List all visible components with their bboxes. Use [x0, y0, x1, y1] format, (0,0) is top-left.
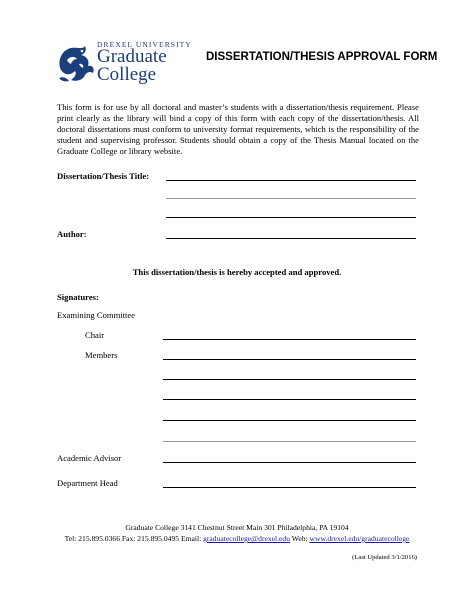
author-label: Author: [57, 229, 87, 239]
footer-contact-prefix: Tel: 215.895.0366 Fax: 215.895.0495 Email: [64, 534, 204, 543]
department-head-label: Department Head [57, 478, 118, 488]
member-signature-line-5[interactable] [163, 441, 416, 442]
college-name [97, 48, 167, 84]
title-line-3[interactable] [166, 217, 416, 218]
chair-label: Chair [85, 330, 105, 340]
intro-paragraph: This form is for use by all doctoral and master’s students with a dissertation/thesis requirement. Please print clearly as the library will bind a copy of this form with each copy of the dissertation/thesis. All doctoral dissertations must conform to university format requirements, which is the responsibility of the student and supervising professor. Students should obtain a copy of the Thesis Manual located on the Graduate College or library website. [57, 102, 419, 157]
approval-statement: This dissertation/thesis is hereby accepted and approved. [132, 267, 342, 277]
drexel-dragon-icon [55, 40, 97, 84]
website-link[interactable]: www.drexel.edu/graduatecollege [309, 534, 410, 543]
footer-address: Graduate College 3141 Chestnut Street Main 301 Philadelphia, PA 19104 [125, 523, 349, 532]
chair-signature-line[interactable] [163, 339, 416, 340]
title-line-1[interactable] [166, 180, 416, 181]
member-signature-line-4[interactable] [163, 420, 416, 421]
college-name-line1: Graduate [97, 46, 167, 67]
examining-committee-label: Examining Committee [57, 310, 136, 320]
title-label: Dissertation/Thesis Title: [57, 171, 150, 181]
member-signature-line-2[interactable] [163, 379, 416, 380]
members-label: Members [85, 350, 118, 360]
signatures-heading: Signatures: [57, 292, 99, 302]
email-link[interactable]: graduatecollege@drexel.edu [203, 534, 290, 543]
academic-advisor-signature-line[interactable] [163, 462, 416, 463]
author-line[interactable] [166, 238, 416, 239]
title-line-2[interactable] [166, 198, 416, 199]
department-head-signature-line[interactable] [163, 487, 416, 488]
member-signature-line-3[interactable] [163, 399, 416, 400]
last-updated: (Last Updated 3/1/2016) [352, 554, 417, 561]
member-signature-line-1[interactable] [163, 359, 416, 360]
footer-web-prefix: Web: [290, 534, 310, 543]
footer-contact [0, 534, 474, 543]
form-title: DISSERTATION/THESIS APPROVAL FORM [206, 51, 438, 63]
college-name-line2: College [97, 64, 157, 85]
academic-advisor-label: Academic Advisor [57, 453, 122, 463]
university-name: DREXEL UNIVERSITY [97, 40, 192, 49]
